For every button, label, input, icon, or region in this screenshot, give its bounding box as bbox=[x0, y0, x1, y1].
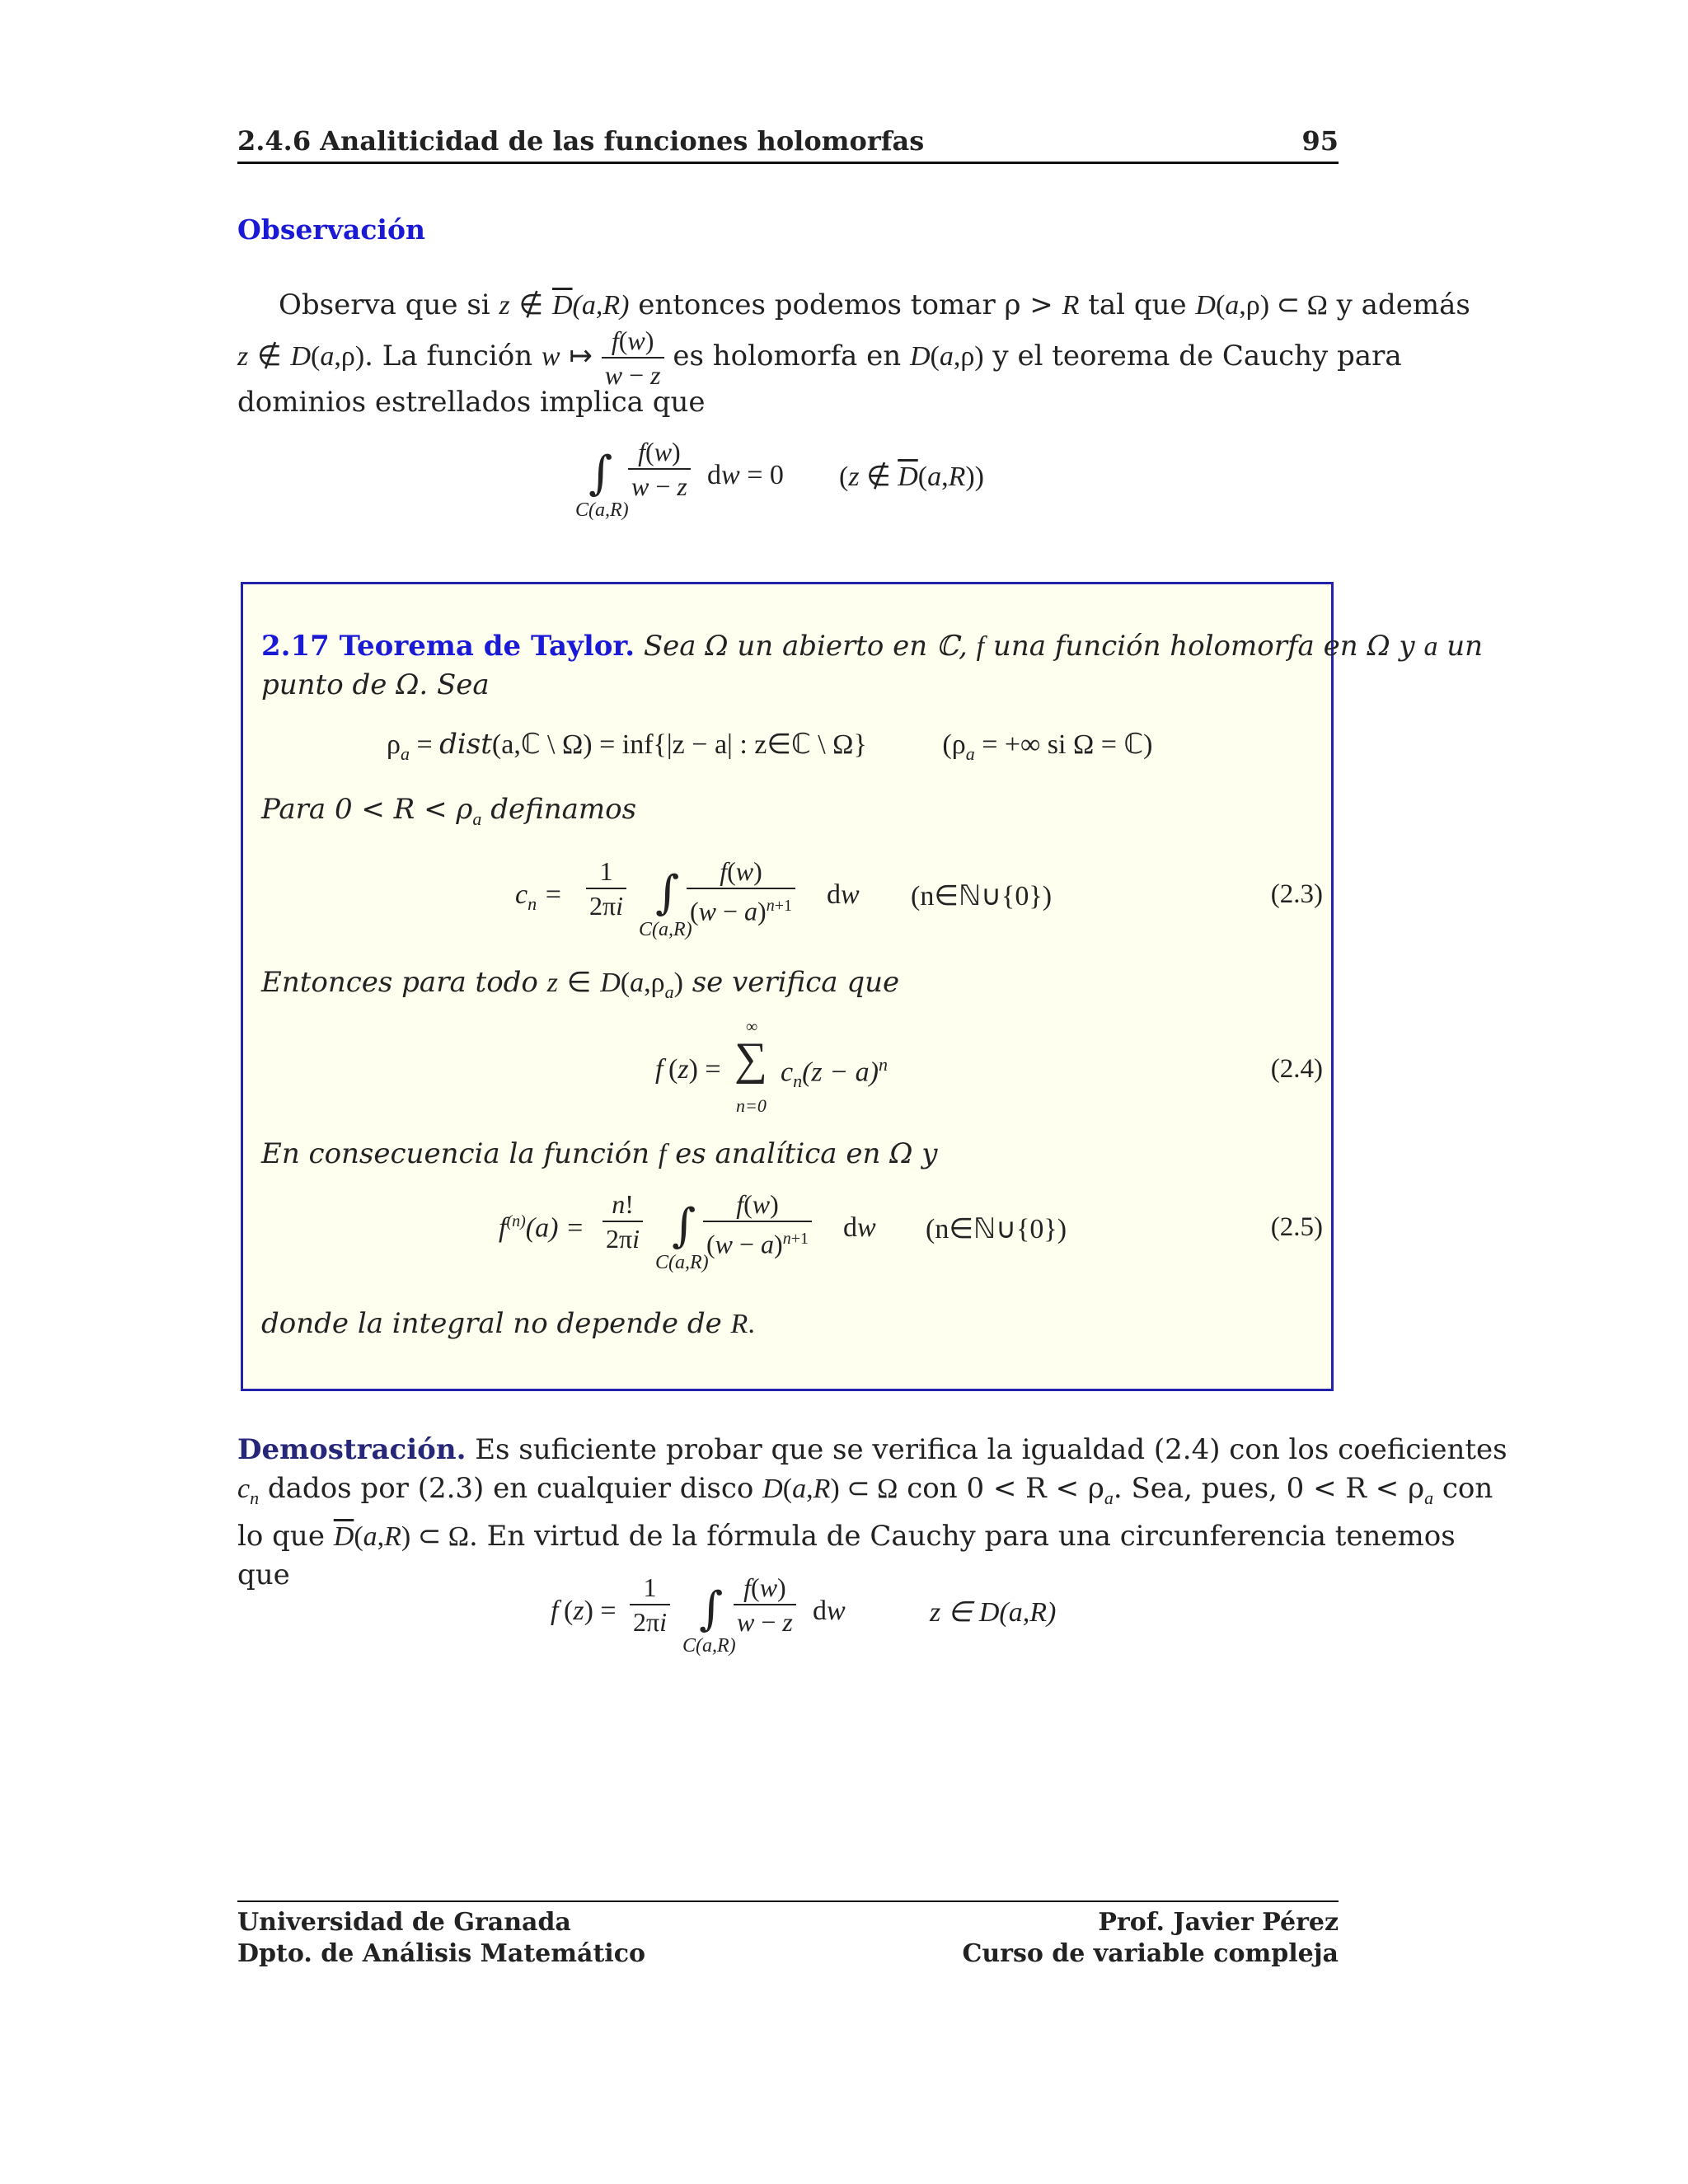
footer-department: Dpto. de Análisis Matemático bbox=[237, 1939, 645, 1968]
proof-label: Demostración. bbox=[237, 1433, 467, 1466]
proof-paragraph: Demostración. Es suficiente probar que se verifica la igualdad (2.4) con los coeficientes $c_n$ dados por (2.3) en cualquier disco D(a,R) ⊂ Ω con $0 < R < \rho_a$. Sea, pues, $0 < R < \rho_a$ con lo que $\overline{D}(a,R)$ ⊂ Ω. En virtud de la fórmula de Cauchy para una circunferencia tenemos que bbox=[237, 1433, 1507, 1591]
consequence-line: En consecuencia la función f es analítica en Ω y bbox=[261, 1137, 938, 1170]
fraction-fw-over-wz: $\frac{f(w)}{w - z}$ bbox=[602, 326, 664, 390]
final-line: donde la integral no depende de R. bbox=[261, 1307, 755, 1340]
footer-right bbox=[962, 1907, 1339, 1970]
cauchy-formula-equation: f (z) = $\frac{1}{2\pi i}$ ∫ C(a,R) $\frac{f(w)}{w - z}$ dw z ∈ D(a,R) bbox=[551, 1572, 1057, 1657]
footer-left bbox=[237, 1907, 645, 1970]
theorem-title: 2.17 Teorema de Taylor. bbox=[261, 630, 635, 663]
equation-2-3: $c_n$ = $\frac{1}{2\pi i}$ ∫ C(a,R) $\frac{f(w)}{(w - a)^{n+1}}$ dw (n∈ℕ∪{0}) (2.3) bbox=[515, 856, 1323, 940]
observation-line-3: dominios estrellados implica que bbox=[237, 386, 706, 419]
observation-line-2: z ∉ D(a,ρ). La función w ↦ $\frac{f(w)}{w - z}$ es holomorfa en D(a,ρ) y el teorema de Cauchy para bbox=[237, 326, 1402, 390]
footer-author: Prof. Javier Pérez bbox=[1098, 1908, 1339, 1937]
observation-heading: Observación bbox=[237, 213, 425, 246]
page-number: 95 bbox=[1301, 125, 1339, 157]
header-rule bbox=[237, 162, 1339, 164]
observation-line-1: Observa que si z ∉ $\overline{D}(a,R)$ entonces podemos tomar ρ > R tal que D(a,ρ) ⊂ Ω y además bbox=[279, 288, 1470, 321]
eq-number-2-5: (2.5) bbox=[1270, 1212, 1323, 1242]
equation-2-5: $f^{(n)}(a)$ = $\frac{n!}{2\pi i}$ ∫ C(a,R) $\frac{f(w)}{(w - a)^{n+1}}$ dw (n∈ℕ∪{0}) (2.5) bbox=[499, 1189, 1323, 1273]
theorem-box bbox=[241, 582, 1484, 1391]
footer-course: Curso de variable compleja bbox=[962, 1939, 1339, 1968]
equation-2-4: f (z) = ∞ ∑ n=0 $c_n(z - a)^n$ (2.4) bbox=[655, 1018, 1323, 1116]
eq-number-2-4: (2.4) bbox=[1270, 1054, 1323, 1084]
then-line: Entonces para todo z ∈ $D(a,\rho_a)$ se verifica que bbox=[261, 966, 900, 1002]
eq-number-2-3: (2.3) bbox=[1270, 879, 1323, 909]
section-title: 2.4.6 Analiticidad de las funciones holomorfas bbox=[237, 125, 925, 157]
rho-definition: $\rho_a$ = dist(a,ℂ \ Ω) = inf{|z − a| : z∈ℂ \ Ω} ($\rho_a$ = +∞ si Ω = ℂ) bbox=[387, 728, 1153, 764]
footer-rule bbox=[237, 1900, 1339, 1902]
define-line: Para $0 < R < \rho_a$ definamos bbox=[261, 793, 637, 829]
page: 2.4.6 Analiticidad de las funciones holomorfas 95 Observación Observa que si z ∉ $\overline{D}(a,R)$ entonces podemos tomar ρ > R tal que D(a,ρ) ⊂ Ω y además z ∉ D(a,ρ). La función w ↦ $\frac{f(w)}{w - z}$ es holomorfa en D(a,ρ) y el teorema de Cauchy para dominios estrellados implica que ∫ C(a,R) $\frac{f(w)}{w - z}$ dw = 0 (z ∉ $\overline{D}(a,R)$) 2.17 Teorema de Taylor. Sea Ω un abierto en ℂ, f una función holomorfa en Ω y a un punto de Ω. Sea $\rho_a$ = dist(a,ℂ \ Ω) = inf{|z − a| : z∈ℂ \ Ω} ($\rho_a$ = +∞ si Ω = ℂ) Para $0 < R < \rho_a$ definamos $c_n$ = $\frac{1}{2\pi i}$ ∫ C(a,R) $\frac{f(w)}{(w - a)^{n+1}}$ dw (n∈ℕ∪{0}) (2.3) Entonces para todo z ∈ $D(a,\rho_a)$ se verifica que f (z) = ∞ ∑ n=0 $c_n(z - a)^n$ (2.4) En consecuencia la función f es analítica en Ω y $f^{(n)}(a)$ = $\frac{n!}{2\pi i}$ ∫ C(a,R) $\frac{f(w)}{(w - a)^{n+1}}$ dw (n∈ℕ∪{0}) (2.5) donde la integral no depende de R. Demostración. Es suficiente probar que se verifica la igualdad (2.4) con los coeficientes $c_n$ dados por (2.3) en cualquier disco D(a,R) ⊂ Ω con $0 < R < \rho_a$. Sea, pues, $0 < R < \rho_a$ con lo que $\overline{D}(a,R)$ ⊂ Ω. En virtud de la fórmula de Cauchy para una circunferencia tenemos que f (z) = $\frac{1}{2\pi i}$ ∫ C(a,R) $\frac{f(w)}{w - z}$ dw z ∈ D(a,R) Universidad de Granada Dpto. de Análisis Matemático Prof. Javier Pérez Curso de variable compleja bbox=[237, 125, 1507, 1968]
theorem-statement: 2.17 Teorema de Taylor. Sea Ω un abierto en ℂ, f una función holomorfa en Ω y a un punto de Ω. Sea bbox=[261, 630, 1484, 701]
footer-university: Universidad de Granada bbox=[237, 1908, 571, 1937]
